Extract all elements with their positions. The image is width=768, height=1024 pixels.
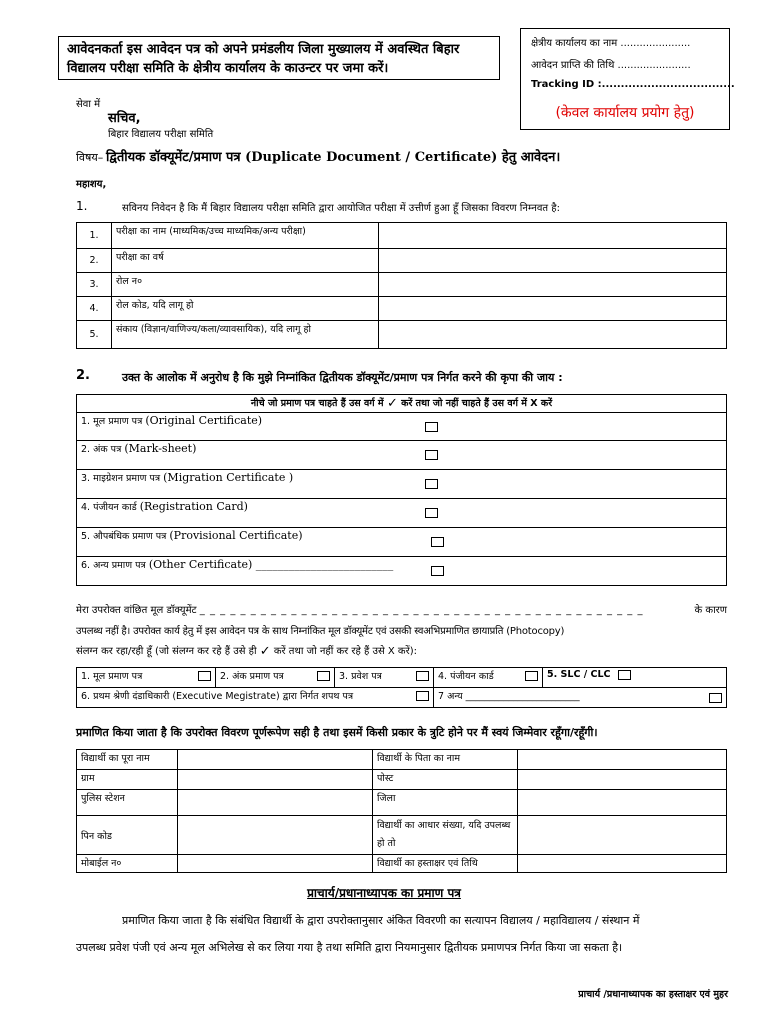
table-row: 1. परीक्षा का नाम (माध्यमिक/उच्च माध्यमिक/अन्य परीक्षा) xyxy=(77,223,727,249)
loss-line3: संलग्न कर रहा/रही हूँ (जो संलग्न कर रहे हैं उसे ही ✓ करें तथा जो नहीं कर रहे हैं उसे X करें): xyxy=(76,643,417,659)
subject-label: विषय– xyxy=(76,151,104,164)
office-name-field: क्षेत्रीय कार्यालय का नाम ...................... xyxy=(531,38,691,49)
loss-line1: मेरा उपरोक्त वांछित मूल डॉक्यूमेंट _ _ _ _ _ _ _ _ _ _ _ _ _ _ _ _ _ _ _ _ _ _ _ _ _ _ _ _ _ _ _ _ _ _ _ _ _ _ _ _ _ _ _ _ के कारण xyxy=(76,605,727,616)
roll-number-input[interactable] xyxy=(379,273,727,297)
address-org: बिहार विद्यालय परीक्षा समिति xyxy=(108,129,214,140)
table-row: 5. संकाय (विज्ञान/वाणिज्य/कला/व्यावसायिक), यदि लागू हो xyxy=(77,321,727,349)
table-row: 4. पंजीयन कार्ड (Registration Card) xyxy=(77,499,727,528)
student-name-input[interactable] xyxy=(178,750,373,770)
certificates-table xyxy=(76,394,727,586)
subject-tail: हेतु आवेदन। xyxy=(501,150,561,165)
attach-marksheet-checkbox[interactable] xyxy=(317,671,330,681)
table-row: 5. औपबंधिक प्रमाण पत्र (Provisional Certificate) xyxy=(77,528,727,557)
faculty-input[interactable] xyxy=(379,321,727,349)
mobile-input[interactable] xyxy=(178,855,373,873)
district-input[interactable] xyxy=(518,790,727,816)
table-row: 3. रोल न० xyxy=(77,273,727,297)
other-certificate-checkbox[interactable] xyxy=(431,566,444,576)
section2-number: 2. xyxy=(76,368,90,383)
attach-registration-checkbox[interactable] xyxy=(525,671,538,681)
table-row: पुलिस स्टेशन जिला xyxy=(77,790,727,816)
provisional-certificate-checkbox[interactable] xyxy=(431,537,444,547)
submission-notice xyxy=(58,36,500,80)
table-row: 3. माइग्रेशन प्रमाण पत्र (Migration Certificate ) xyxy=(77,470,727,499)
table-row: 2. परीक्षा का वर्ष xyxy=(77,249,727,273)
tracking-id-field: Tracking ID :................................... xyxy=(531,79,735,90)
attach-other-checkbox[interactable] xyxy=(709,693,722,703)
original-certificate-checkbox[interactable] xyxy=(425,422,438,432)
table-row: 1. मूल प्रमाण पत्र (Original Certificate) xyxy=(77,413,727,441)
table-row: 4. रोल कोड, यदि लागू हो xyxy=(77,297,727,321)
principal-text1: प्रमाणित किया जाता है कि संबंधित विद्यार्थी के द्वारा उपरोक्तानुसार अंकित विवरणी का सत्यापन विद्यालय / महाविद्यालय / संस्थान में xyxy=(122,914,640,927)
subject-line xyxy=(106,147,560,165)
table-row: ग्राम पोस्ट xyxy=(77,770,727,790)
principal-title: प्राचार्य/प्रधानाध्यापक का प्रमाण पत्र xyxy=(307,886,461,900)
table-row: 6. अन्य प्रमाण पत्र (Other Certificate) _________________________ xyxy=(77,557,727,586)
address-to: सेवा में xyxy=(76,99,101,110)
salutation: महाशय, xyxy=(76,179,107,190)
principal-text2: उपलब्ध प्रवेश पंजी एवं अन्य मूल अभिलेख से कर लिया गया है तथा समिति द्वारा नियमानुसार द्वितीयक प्रमाणपत्र निर्गत किया जा सकता है। xyxy=(76,941,623,954)
notice-text: आवेदनकर्ता इस आवेदन पत्र को अपने प्रमंडलीय जिला मुख्यालय में अवस्थित बिहार विद्यालय परीक्षा समिति के क्षेत्रीय कार्यालय के काउन्टर पर जमा करें। xyxy=(67,42,460,76)
section2-text: उक्त के आलोक में अनुरोध है कि मुझे निम्नांकित द्वितीयक डॉक्यूमेंट/प्रमाण पत्र निर्गत करने की कृपा की जाय : xyxy=(122,371,563,384)
pin-code-input[interactable] xyxy=(178,816,373,855)
attach-affidavit-checkbox[interactable] xyxy=(416,691,429,701)
subject-hindi: द्वितीयक डॉक्यूमेंट/प्रमाण पत्र xyxy=(106,150,241,165)
marksheet-checkbox[interactable] xyxy=(425,450,438,460)
registration-card-checkbox[interactable] xyxy=(425,508,438,518)
attachments-table xyxy=(76,667,727,708)
table-row: 1. मूल प्रमाण पत्र 2. अंक प्रमाण पत्र 3. प्रवेश पत्र 4. पंजीयन कार्ड 5. SLC / CLC xyxy=(77,668,727,688)
aadhaar-input[interactable] xyxy=(518,816,727,855)
table-row: पिन कोड विद्यार्थी का आधार संख्या, यदि उपलब्ध हो तो xyxy=(77,816,727,855)
office-use-box xyxy=(520,28,735,130)
tick-icon: ✓ xyxy=(259,643,271,659)
student-signature-input[interactable] xyxy=(518,855,727,873)
attach-admit-card-checkbox[interactable] xyxy=(416,671,429,681)
police-station-input[interactable] xyxy=(178,790,373,816)
father-name-input[interactable] xyxy=(518,750,727,770)
exam-details-table xyxy=(76,222,727,349)
table-row: नीचे जो प्रमाण पत्र चाहते हैं उस वर्ग में ✓ करें तथा जो नहीं चाहते हैं उस वर्ग में X करें xyxy=(77,395,727,413)
table-row: 2. अंक पत्र (Mark-sheet) xyxy=(77,441,727,470)
student-details-table xyxy=(76,749,727,873)
office-use-label: (केवल कार्यालय प्रयोग हेतु) xyxy=(555,105,695,121)
receipt-date-field: आवेदन प्राप्ति की तिथि ....................... xyxy=(531,60,691,71)
table-row: मोबाईल न० विद्यार्थी का हस्ताक्षर एवं तिथि xyxy=(77,855,727,873)
migration-certificate-checkbox[interactable] xyxy=(425,479,438,489)
attach-original-checkbox[interactable] xyxy=(198,671,211,681)
loss-line2: उपलब्ध नहीं है। उपरोक्त कार्य हेतु में इस आवेदन पत्र के साथ निम्नांकित मूल डॉक्यूमेंट एवं उसकी स्वअभिप्रमाणित छायाप्रति (Photocopy) xyxy=(76,626,565,637)
subject-english: (Duplicate Document / Certificate) xyxy=(245,150,498,165)
village-input[interactable] xyxy=(178,770,373,790)
exam-year-input[interactable] xyxy=(379,249,727,273)
table-row: 6. प्रथम श्रेणी दंडाधिकारी (Executive Megistrate) द्वारा निर्गत शपथ पत्र 7 अन्य ________________________ xyxy=(77,688,727,708)
tick-icon: ✓ xyxy=(386,396,398,411)
section1-number: 1. xyxy=(76,199,88,213)
table-row: विद्यार्थी का पूरा नाम विद्यार्थी के पिता का नाम xyxy=(77,750,727,770)
declaration-text: प्रमाणित किया जाता है कि उपरोक्त विवरण पूर्णरूपेण सही है तथा इसमें किसी प्रकार के त्रुटि होने पर मैं स्वयं जिम्मेवार रहूँगा/रहूँगी। xyxy=(76,726,598,739)
post-input[interactable] xyxy=(518,770,727,790)
principal-signature-label: प्राचार्य /प्रधानाध्यापक का हस्ताक्षर एवं मुहर xyxy=(578,989,728,1000)
section1-text: सविनय निवेदन है कि मैं बिहार विद्यालय परीक्षा समिति द्वारा आयोजित परीक्षा में उत्तीर्ण हुआ हूँ जिसका विवरण निम्नवत है: xyxy=(122,203,560,214)
attach-slc-checkbox[interactable] xyxy=(618,670,631,680)
address-title: सचिव, xyxy=(108,111,141,126)
roll-code-input[interactable] xyxy=(379,297,727,321)
exam-name-input[interactable] xyxy=(379,223,727,249)
